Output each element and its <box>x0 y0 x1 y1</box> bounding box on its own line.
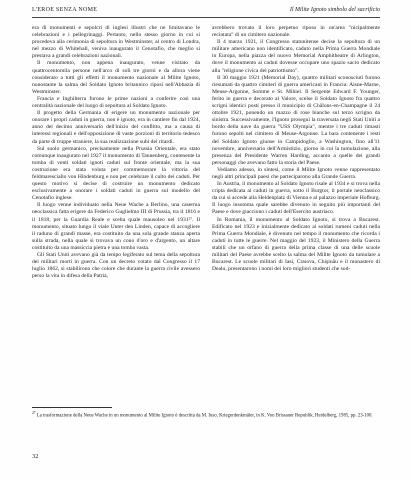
paragraph: Il 4 marzo 1921, il Congresso statunitense decise la sepoltura di un militare americano non identificato, caduto nella Prima Guerra Mondiale in Europa, nella piazza del nuovo Memorial Amphitheatre di Arlington, dove il monumento ai caduti dovesse occupare uno spazio sacro dedicato alla "religione civica del patriottismo". <box>212 39 380 74</box>
page-number: 32 <box>32 453 39 460</box>
paragraph: Il monumento, non appena inaugurato, venne visitato da quattrocentomila persone nell'arco di soli tre giorni e da allora viene considerato a tutti gli effetti il monumento nazionale al Milite Ignoto, nonostante la salma del Soldato Ignoto britannico riposi nell'Abbazia di Westminster. <box>32 60 200 95</box>
right-column <box>212 25 380 273</box>
paragraph: Sul suolo germanico, precisamente nella Prussia Orientale, era stato comunque inaugurato nel 1927 il monumento di Tannenberg, contenente la tomba di venti soldati ignoti caduti sul fronte orientale, ma la sua costruzione era stata voluta per commemorare la vittoria del feldmaresciallo von Hindenburg e non per celebrare il culto dei caduti. Per questo motivo si decise di costruire un monumento dedicato esclusivamente a onorare i soldati caduti in guerra sul modello del Cenotafio inglese. <box>32 145 200 202</box>
left-column <box>32 25 200 280</box>
paragraph: avrebbero trovato il loro perpetuo riposo in un'area "nicipalmente recintata" di un cimitero nazionale. <box>212 25 380 39</box>
running-header <box>32 7 380 16</box>
footnote-text: La trasformazione della Neue Wache in un monumento al Milite Ignoto è descritta da M. Iuso, Kriegerdenkmäler, in K. Von Brissauer Republik, Heidelberg, 1985, pp. 23-100. <box>36 413 373 419</box>
paragraph: In Romania, il monumento al Soldato Ignoto, si trova a Bucarest. Edificato nel 1923 e inizialmente dedicato ai soldati rumeni caduti nella Prima Guerra Mondiale, è divenuto nel tempo il monumento che ricorda i caduti in tutte le guerre. Nel maggio del 1923, il Ministero della Guerra stabilì che un orfano di guerra della prima classe di una delle scuole militari del Paese avrebbe scelto la salma del Milite Ignoto da tumulare a Bucarest. Le scuole militari di Iasi, Craiova, Chişinău e il monastero di Dealu, presentarono i nomi dei loro migliori studenti che sod- <box>212 216 380 273</box>
paragraph: In Austria, il monumento al Soldato Ignoto risale al 1934 e si trova nella cripta dedicata ai caduti in guerra, sotto il Burgtor, il portale neoclassico da cui si accede alla Heldenplatz di Vienna e al palazzo imperiale Hofburg. Il luogo insomma quale sarebbe divenuto in seguito più importanti del Paese e dove giacciono i caduti dell'Esercito austriaco. <box>212 181 380 216</box>
header-rule <box>32 17 380 18</box>
footnote-number: 27 <box>32 411 36 415</box>
paragraph: Il luogo venne individuato nella Neue Wache a Berlino, una caserma neoclassica fatta erigere da Federico Guglielmo III di Prussia, tra il 1816 e il 1818, per la Guardia Reale e scelta quale mausoleo nel 1931²⁷. Il monumento, situato lungo il viale Unter den Linden, capace di accogliere il raduno di grandi masse, era costituito da una sola grande stanza aperta sulla strada, nella quale si trovava un cono d'oro e d'argento, un altare costituito da una massiccia pietra e una tomba vasta. <box>32 202 200 251</box>
footnote <box>32 410 380 420</box>
paragraph: Gli Stati Uniti avevano già da tempo legiferato sul tema della sepoltura dei militari morti in guerra. Con un decreto votato dal Congresso il 17 luglio 1862, si stabilirono che colore che durante la guerra civile avessero perso la vita in difesa della Patria, <box>32 252 200 280</box>
paragraph: Francia e Inghilterra furono le prime nazioni a conferire così una centralità nazionale del luogo di sepoltura al Soldato Ignoto. <box>32 95 200 110</box>
paragraph: era di monumenti e sepolcri di inglesi illustri che ne limitavano le celebrazioni e i pellegrinaggi. Pertanto, nello stesso giorno in cui si procedeva alla cerimonia di sepoltura in Westminster, al centro di Londra, nel mezzo di Whitehall, veniva inaugurato il Cenotafio, che meglio si prestava a grandi celebrazioni nazionali. <box>32 25 200 60</box>
paragraph: Il 30 maggio 1921 (Memorial Day), quattro militari sconosciuti furono riesumati da quattro cimiteri di guerra americani in Francia: Aisne-Marne, Meuse-Argonne, Somme e St. Mihiel. Il Sergente Edward F. Younger, ferito in guerra e decorato al Valore, scelse il Soldato Ignoto fra quattro scrigni identici posti presso il municipio di Châlons-en-Champagne il 24 ottobre 1921, ponendo un mazzo di rose bianche sul terzo scrigno da sinistra. Successivamente, l'Ignoto proseguì la traversata negli Stati Uniti a bordo della nave da guerra "USS Olympia", mentre i tre caduti rimasti furono sepolti nel cimitero di Meuse-Argonne. La bara contenente i resti del Soldato Ignoto giunse in Campidoglio, a Washington, fino all'11 novembre, anniversario dell'Armistizio, giorno in cui la tumulazione, alla presenza del Presidente Warren Harding, accanto a quelle dei grandi personaggi che avevano fatto la storia del Paese. <box>212 74 380 166</box>
section-title: Il Milite Ignoto simbolo del sacrificio <box>289 7 380 13</box>
footnote-rule <box>32 407 112 408</box>
paragraph: Vediamo adesso, in sintesi, come il Milite Ignoto venne rappresentato negli altri principali paesi che parteciparono alla Grande Guerra. <box>212 166 380 180</box>
running-title: L'EROE SENZA NOME <box>32 7 98 13</box>
paragraph: Il progetto della Germania di erigere un monumento nazionale per onorare i propri caduti in guerra, non è ignoto, era in cantiere fin dal 1924, anno del decimo anniversario dell'inizio del conflitto, ma a causa di interessi regionali e dell'opposizione di vaste porzioni di territorio tedesco da parte di truppe straniere, la sua realizzazione subì dei ritardi. <box>32 110 200 145</box>
